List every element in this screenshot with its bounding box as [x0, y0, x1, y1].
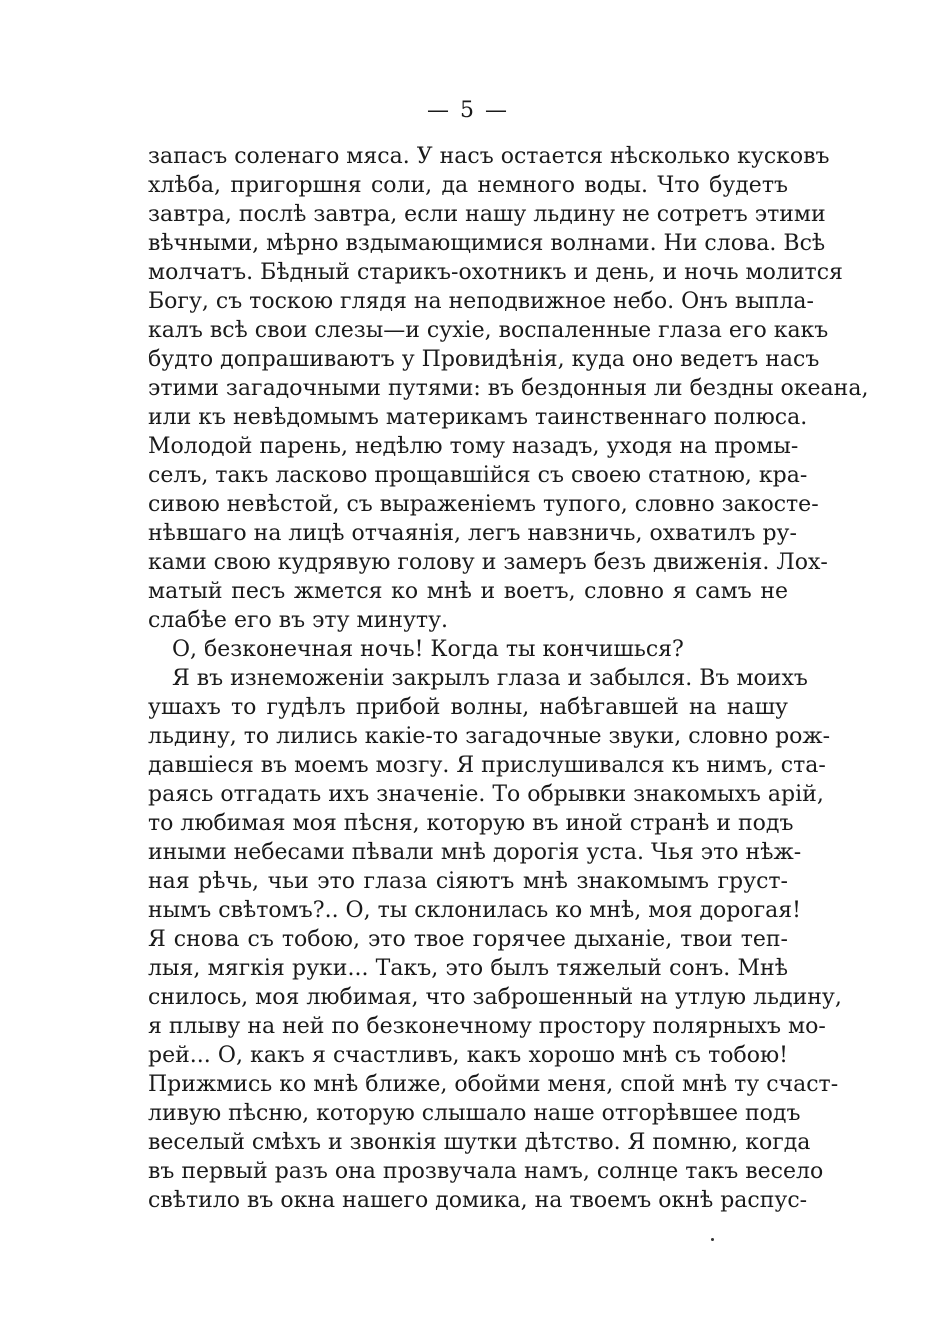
body-text: [148, 142, 869, 1215]
text-line: Молодой парень, недѣлю тому назадъ, уходя на промы-: [148, 434, 799, 459]
text-line: снилось, моя любимая, что заброшенный на утлую льдину,: [148, 985, 842, 1010]
text-line: калъ всѣ свои слезы—и сухіе, воспаленные глаза его какъ: [148, 318, 829, 343]
text-line: Я снова съ тобою, это твое горячее дыханіе, твои теп-: [148, 927, 788, 952]
text-line: хлѣба, пригоршня соли, да немного воды. Что будетъ: [148, 173, 788, 198]
text-line: этими загадочными путями: въ бездонныя ли бездны океана,: [148, 376, 869, 401]
text-line: вѣчными, мѣрно вздымающимися волнами. Ни слова. Всѣ: [148, 231, 826, 256]
text-line: я плыву на ней по безконечному простору полярныхъ мо-: [148, 1014, 826, 1039]
text-line: матый песъ жмется ко мнѣ и воетъ, словно я самъ не: [148, 579, 788, 604]
text-line: запасъ соленаго мяса. У насъ остается нѣсколько кусковъ: [148, 144, 830, 169]
text-line: селъ, такъ ласково прощавшійся съ своею статною, кра-: [148, 463, 808, 488]
text-line: Прижмись ко мнѣ ближе, обойми меня, спой мнѣ ту счаст-: [148, 1072, 839, 1097]
text-line: рей... О, какъ я счастливъ, какъ хорошо мнѣ съ тобою!: [148, 1043, 788, 1068]
text-line: свѣтило въ окна нашего домика, на твоемъ окнѣ распус-: [148, 1188, 808, 1213]
text-line: раясь отгадать ихъ значеніе. То обрывки знакомыхъ арій,: [148, 782, 824, 807]
text-line: ушахъ то гудѣлъ прибой волны, набѣгавшей на нашу: [148, 695, 788, 720]
text-line: нымъ свѣтомъ?.. О, ты склонилась ко мнѣ, моя дорогая!: [148, 898, 801, 923]
text-line: иными небесами пѣвали мнѣ дорогія уста. Чья это нѣж-: [148, 840, 802, 865]
text-line: давшіеся въ моемъ мозгу. Я прислушивался къ нимъ, ста-: [148, 753, 826, 778]
text-line: сивою невѣстой, съ выраженіемъ тупого, словно закосте-: [148, 492, 819, 517]
text-line: нѣвшаго на лицѣ отчаянія, легъ навзничь, охватилъ ру-: [148, 521, 797, 546]
text-line: Я въ изнеможеніи закрылъ глаза и забылся. Въ моихъ: [172, 666, 808, 691]
text-line: веселый смѣхъ и звонкія шутки дѣтство. Я помню, когда: [148, 1130, 811, 1155]
text-line: ная рѣчь, чьи это глаза сіяютъ мнѣ знакомымъ груст-: [148, 869, 788, 894]
text-line: ливую пѣсню, которую слышало наше отгорѣвшее подъ: [148, 1101, 801, 1126]
page-number: — 5 —: [427, 98, 509, 123]
text-line: Богу, съ тоскою глядя на неподвижное небо. Онъ выпла-: [148, 289, 814, 314]
text-line: молчатъ. Бѣдный старикъ-охотникъ и день, и ночь молится: [148, 260, 843, 285]
text-line: ками свою кудрявую голову и замеръ безъ движенія. Лох-: [148, 550, 828, 575]
text-line: будто допрашиваютъ у Провидѣнія, куда оно ведетъ насъ: [148, 347, 820, 372]
text-line: слабѣе его въ эту минуту.: [148, 608, 449, 633]
text-line: въ первый разъ она прозвучала намъ, солнце такъ весело: [148, 1159, 824, 1184]
text-line: льдину, то лились какіе-то загадочные звуки, словно рож-: [148, 724, 831, 749]
text-line: О, безконечная ночь! Когда ты кончишься?: [172, 637, 684, 662]
text-line: то любимая моя пѣсня, которую въ иной странѣ и подъ: [148, 811, 794, 836]
text-line: лыя, мягкія руки... Такъ, это былъ тяжелый сонъ. Мнѣ: [148, 956, 788, 981]
ink-speck: [711, 1238, 714, 1241]
text-line: или къ невѣдомымъ материкамъ таинственнаго полюса.: [148, 405, 808, 430]
text-line: завтра, послѣ завтра, если нашу льдину не сотретъ этими: [148, 202, 826, 227]
